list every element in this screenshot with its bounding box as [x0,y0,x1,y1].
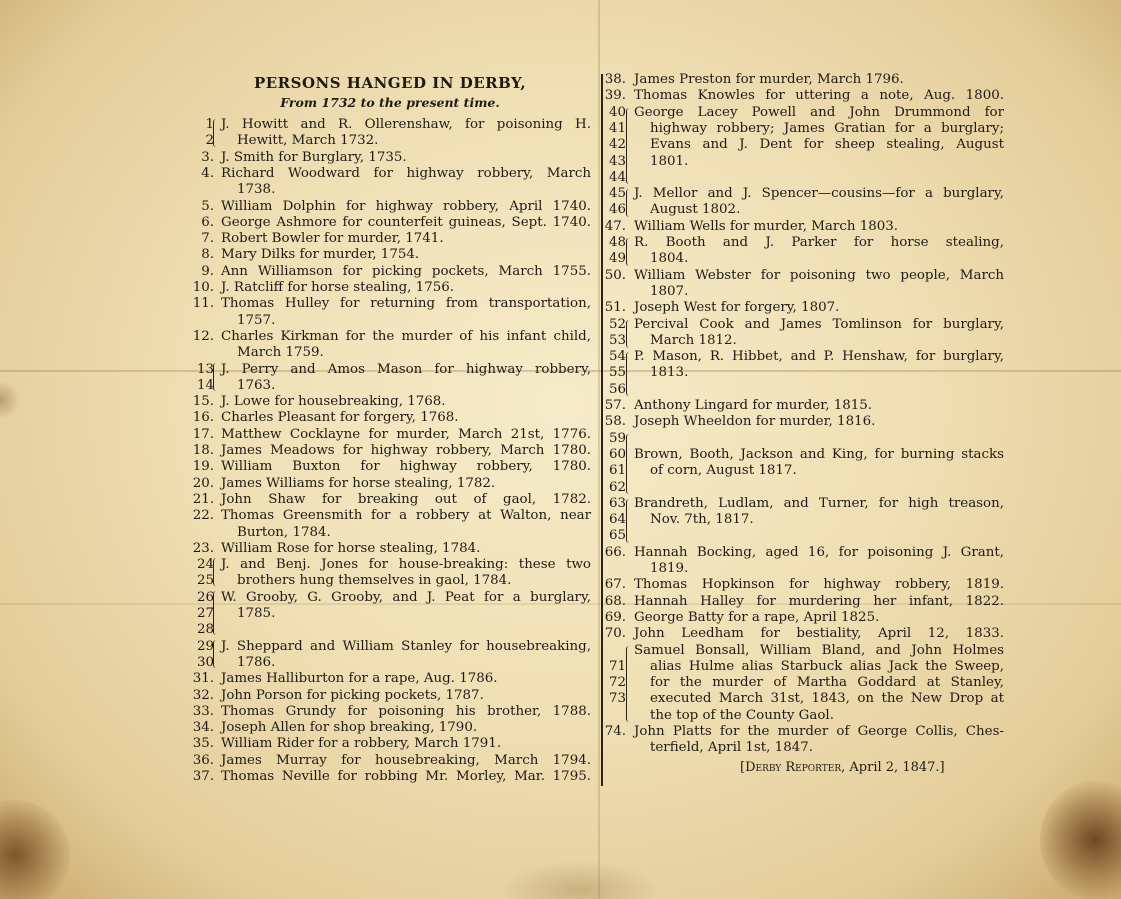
entry-text: William Dolphin for highway robbery, April 1740. [221,198,591,214]
entry-text: William Wells for murder, March 1803. [634,218,899,234]
entry-number: 35. [192,736,214,752]
entry-number: 14 [196,377,214,393]
entry-number: 31. [192,671,214,687]
entry-text: George Lacey Powell and John Drummond for [634,104,1004,120]
entry-number: 41 [608,120,626,136]
entry-text: Joseph West for forgery, 1807. [634,300,840,316]
entry-text: Joseph Wheeldon for murder, 1816. [634,414,876,430]
entry-text: James Williams for horse stealing, 1782. [221,475,496,491]
entry-text: Mary Dilks for murder, 1754. [221,247,420,263]
entry-text: alias Hulme alias Starbuck alias Jack the Sweep, [650,658,1004,674]
entry-number: 36. [192,752,214,768]
grouping-brace [626,189,633,217]
grouping-brace [626,646,633,722]
entry-number: 39. [604,88,626,104]
entry-text: 1763. [237,377,276,393]
entry-text: March 1759. [237,345,324,361]
entry-number: 30 [196,654,214,670]
entry-text: Nov. 7th, 1817. [650,512,754,528]
entry-text: Burton, 1784. [237,524,331,540]
entry-text: Joseph Allen for shop breaking, 1790. [221,720,478,736]
entry-text: terfield, April 1st, 1847. [650,740,814,756]
entry-number: 64 [608,512,626,528]
entry-number: 27 [196,606,214,621]
entry-number: 21. [192,491,214,507]
entry-number: 56 [608,381,626,397]
entry-text: J. Lowe for housebreaking, 1768. [221,394,446,410]
entry-text: John Shaw for breaking out of gaol, 1782. [221,491,591,507]
entry-number: 52 [608,316,626,332]
entry-number: 44 [608,169,626,185]
entry-text: 1813. [650,365,689,381]
entry-number: 63 [608,495,626,511]
entry-text: James Halliburton for a rape, Aug. 1786. [221,671,498,687]
entry-text: 1804. [650,251,689,267]
entry-text: J. Howitt and R. Ollerenshaw, for poisoning H. [221,117,591,132]
entry-number: 12. [192,328,214,344]
entry-number: 7. [201,231,214,247]
entry-text: Hannah Halley for murdering her infant, 1822. [634,593,1004,609]
entry-text: W. Grooby, G. Grooby, and J. Peat for a burglary, [221,589,591,605]
entry-text: executed March 31st, 1843, on the New Drop at [650,691,1004,707]
entry-number: 60 [608,446,626,462]
entry-number: 24 [196,557,214,573]
entry-text: 1786. [237,654,276,670]
entry-text: James Preston for murder, March 1796. [634,72,904,87]
entry-number: 43 [608,153,626,169]
entry-number: 62 [608,479,626,495]
grouping-brace [626,238,633,266]
entry-number: 8. [201,247,214,263]
entry-number: 25 [196,573,214,589]
entry-text: 1819. [650,561,689,576]
entry-text: Brown, Booth, Jackson and King, for burning stacks [634,446,1004,462]
entry-number: 29 [196,638,214,654]
entry-number: 53 [608,332,626,348]
entry-text: 1785. [237,606,276,621]
entry-text: 1757. [237,312,276,328]
entry-text: James Meadows for highway robbery, March 1780. [221,443,591,458]
entry-number: 10. [192,280,214,295]
entry-number: 65 [608,528,626,544]
entry-text: J. Ratcliff for horse stealing, 1756. [221,280,455,295]
entry-number: 59 [608,430,626,446]
entry-number: 33. [192,703,214,719]
entry-number: 46 [608,202,626,218]
source-date: , April 2, 1847.] [841,760,945,775]
entry-text: Thomas Hulley for returning from transportation, [221,296,591,312]
entry-number: 45 [608,186,626,202]
entry-text: Thomas Knowles for uttering a note, Aug. 1800. [634,88,1004,104]
entry-text: of corn, August 1817. [650,463,797,479]
entry-text: P. Mason, R. Hibbet, and P. Henshaw, for burglary, [634,349,1004,365]
entry-text: Evans and J. Dent for sheep stealing, August [650,137,1004,153]
entry-text: George Batty for a rape, April 1825. [634,609,880,625]
grouping-brace [626,499,633,543]
stain-bottom-right [1040,780,1121,899]
entry-text: Samuel Bonsall, William Bland, and John Holmes [634,642,1004,658]
entry-text: George Ashmore for counterfeit guineas, Sept. 1740. [221,214,591,230]
entry-number: 2 [205,133,214,149]
entry-number: 66. [604,544,626,560]
entry-number: 28 [196,622,214,638]
entry-number: 1 [205,117,214,132]
grouping-brace [626,320,633,348]
entry-number: 11. [192,296,214,312]
entry-number: 37. [192,769,214,784]
entry-number: 70. [604,626,626,642]
entry-number: 42 [608,137,626,153]
entry-number: 32. [192,687,214,703]
entry-text: Hannah Bocking, aged 16, for poisoning J. Grant, [634,544,1004,560]
entry-number: 58. [604,414,626,430]
entry-number: 71 [608,658,626,674]
entry-text: Anthony Lingard for murder, 1815. [634,398,873,413]
entry-text: Brandreth, Ludlam, and Turner, for high treason, [634,495,1004,511]
entry-text: Charles Kirkman for the murder of his infant child, [221,328,591,344]
entry-text: Thomas Neville for robbing Mr. Morley, Mar. 1795. [221,769,591,784]
entry-number: 6. [201,214,214,230]
entry-text: J. Mellor and J. Spencer—cousins—for a burglary, [634,186,1004,202]
entry-number: 40 [608,104,626,120]
entry-number: 67. [604,577,626,593]
entry-text: J. Sheppard and William Stanley for housebreaking, [221,638,591,654]
entry-text: James Murray for housebreaking, March 1794. [221,752,591,768]
entry-number: 3. [201,149,214,165]
entry-text: the top of the County Gaol. [650,707,834,723]
grouping-brace [213,119,220,147]
entry-number: 68. [604,593,626,609]
source-name: Derby Reporter [745,760,842,775]
entry-text: Matthew Cocklayne for murder, March 21st, 1776. [221,426,591,442]
entry-text: J. Smith for Burglary, 1735. [221,149,407,165]
entry-text: 1807. [650,283,689,299]
entry-text: R. Booth and J. Parker for horse stealing, [634,235,1004,250]
entry-number: 74. [604,724,626,739]
entry-text: brothers hung themselves in gaol, 1784. [237,573,512,589]
grouping-brace [213,591,220,635]
stain-bottom-center [500,860,660,899]
entry-number: 57. [604,398,626,413]
entry-text: Thomas Grundy for poisoning his brother, 1788. [221,703,591,719]
entry-number: 55 [608,365,626,381]
entry-text: William Webster for poisoning two people, March [634,267,1004,283]
entry-number: 51. [604,300,626,316]
entry-text: 1801. [650,153,689,169]
entry-number: 9. [201,263,214,279]
entry-number: 19. [192,459,214,475]
entry-text: March 1812. [650,332,737,348]
entry-number: 54 [608,349,626,365]
entry-number: 16. [192,410,214,426]
entry-number: 17. [192,426,214,442]
grouping-brace [626,434,633,494]
entry-number: 15. [192,394,214,410]
entry-number: 18. [192,443,214,458]
entry-text: Ann Williamson for picking pockets, March 1755. [221,263,591,279]
entry-text: William Buxton for highway robbery, 1780. [221,459,591,475]
stain-left-edge [0,380,20,420]
entry-text: for the murder of Martha Goddard at Stanley, [650,675,1004,691]
entry-text: Richard Woodward for highway robbery, March [221,165,591,181]
entry-text: Thomas Hopkinson for highway robbery, 1819. [634,577,1004,593]
entry-number: 69. [604,609,626,625]
entry-text: Hewitt, March 1732. [237,133,379,149]
grouping-brace [626,108,633,184]
entry-number: 49 [608,251,626,267]
grouping-brace [213,640,220,668]
entry-number: 61 [608,463,626,479]
entry-number: 34. [192,720,214,736]
entry-text: J. and Benj. Jones for house-breaking: these two [221,557,591,573]
entry-text: J. Perry and Amos Mason for highway robbery, [221,361,591,377]
entry-number: 23. [192,540,214,556]
entry-number: 48 [608,235,626,250]
entry-number: 73 [608,691,626,707]
entry-text: August 1802. [650,202,741,218]
grouping-brace [213,558,220,586]
entry-text: William Rose for horse stealing, 1784. [221,540,481,556]
entry-text: John Leedham for bestiality, April 12, 1833. [634,626,1004,642]
entry-text: William Rider for a robbery, March 1791. [221,736,502,752]
entry-number: 50. [604,267,626,283]
entry-number: 72 [608,675,626,691]
entry-text: John Platts for the murder of George Collis, Ches- [634,724,1004,739]
grouping-brace [213,363,220,391]
page-title: PERSONS HANGED IN DERBY, [253,74,527,92]
entry-text: Percival Cook and James Tomlinson for burglary, [634,316,1004,332]
page-subtitle: From 1732 to the present time. [280,95,500,110]
entry-text: Charles Pleasant for forgery, 1768. [221,410,459,426]
entry-number: 20. [192,475,214,491]
entry-text: John Porson for picking pockets, 1787. [221,687,484,703]
source-citation [740,760,945,775]
entry-number: 5. [201,198,214,214]
entry-number: 13 [196,361,214,377]
entry-number: 26 [196,589,214,605]
entry-number: 38. [604,72,626,87]
grouping-brace [626,352,633,396]
source-bracket: [ [740,760,746,775]
entry-number: 4. [201,165,214,181]
entry-text: Robert Bowler for murder, 1741. [221,231,444,247]
entry-text: Thomas Greensmith for a robbery at Walton, near [221,508,591,524]
entry-number: 22. [192,508,214,524]
entry-text: highway robbery; James Gratian for a burglary; [650,120,1004,136]
entry-number: 47. [604,218,626,234]
stain-bottom-left [0,800,70,899]
entry-text: 1738. [237,182,276,198]
